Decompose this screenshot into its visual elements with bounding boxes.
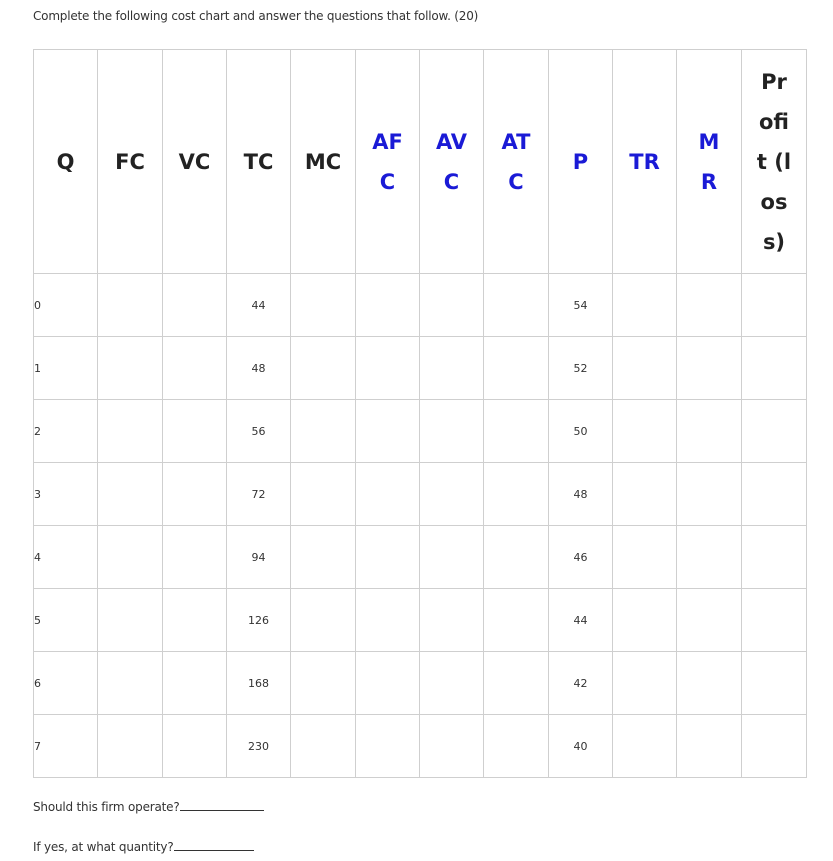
cell-tc: 126 (227, 589, 291, 652)
cell-vc[interactable] (163, 715, 227, 778)
cell-atc[interactable] (484, 526, 549, 589)
cell-fc[interactable] (98, 526, 163, 589)
question-quantity (33, 838, 254, 854)
header-atc: ATC (484, 50, 549, 274)
cell-fc[interactable] (98, 337, 163, 400)
header-mc: MC (291, 50, 356, 274)
cell-fc[interactable] (98, 400, 163, 463)
cell-atc[interactable] (484, 589, 549, 652)
question-quantity-text: If yes, at what quantity? (33, 840, 174, 854)
cell-mr[interactable] (677, 463, 742, 526)
cell-q: 7 (34, 715, 98, 778)
cell-mr[interactable] (677, 526, 742, 589)
cell-profit[interactable] (742, 400, 807, 463)
table-row (34, 652, 807, 715)
cell-atc[interactable] (484, 337, 549, 400)
header-tr: TR (613, 50, 677, 274)
cell-avc[interactable] (420, 274, 484, 337)
cell-q: 1 (34, 337, 98, 400)
table-row (34, 400, 807, 463)
cell-afc[interactable] (356, 652, 420, 715)
cell-mr[interactable] (677, 652, 742, 715)
cell-atc[interactable] (484, 400, 549, 463)
cell-avc[interactable] (420, 715, 484, 778)
cell-profit[interactable] (742, 715, 807, 778)
cell-mc[interactable] (291, 589, 356, 652)
cell-atc[interactable] (484, 715, 549, 778)
header-row (34, 50, 807, 274)
cell-tr[interactable] (613, 337, 677, 400)
cell-p: 44 (549, 589, 613, 652)
cell-vc[interactable] (163, 463, 227, 526)
cell-mr[interactable] (677, 715, 742, 778)
table-row (34, 526, 807, 589)
cell-fc[interactable] (98, 652, 163, 715)
header-afc: AFC (356, 50, 420, 274)
cell-fc[interactable] (98, 463, 163, 526)
cell-q: 0 (34, 274, 98, 337)
cell-p: 54 (549, 274, 613, 337)
cell-p: 40 (549, 715, 613, 778)
cell-tr[interactable] (613, 400, 677, 463)
cell-tc: 48 (227, 337, 291, 400)
table-row (34, 337, 807, 400)
cell-tc: 44 (227, 274, 291, 337)
header-p: P (549, 50, 613, 274)
header-vc: VC (163, 50, 227, 274)
cell-profit[interactable] (742, 463, 807, 526)
cell-q: 3 (34, 463, 98, 526)
question-operate-text: Should this firm operate? (33, 800, 180, 814)
cell-mc[interactable] (291, 274, 356, 337)
cell-vc[interactable] (163, 652, 227, 715)
cell-avc[interactable] (420, 337, 484, 400)
cell-afc[interactable] (356, 715, 420, 778)
header-mr: MR (677, 50, 742, 274)
cell-profit[interactable] (742, 526, 807, 589)
cell-atc[interactable] (484, 463, 549, 526)
instructions-text: Complete the following cost chart and answer the questions that follow. (20) (33, 9, 479, 23)
table-row (34, 715, 807, 778)
cell-afc[interactable] (356, 526, 420, 589)
cell-avc[interactable] (420, 526, 484, 589)
cell-vc[interactable] (163, 274, 227, 337)
cell-mc[interactable] (291, 463, 356, 526)
cell-avc[interactable] (420, 400, 484, 463)
cell-p: 46 (549, 526, 613, 589)
cell-mr[interactable] (677, 400, 742, 463)
cell-p: 48 (549, 463, 613, 526)
cell-avc[interactable] (420, 463, 484, 526)
cell-afc[interactable] (356, 274, 420, 337)
cell-atc[interactable] (484, 652, 549, 715)
cell-q: 2 (34, 400, 98, 463)
cell-tr[interactable] (613, 652, 677, 715)
header-avc: AVC (420, 50, 484, 274)
cell-tc: 94 (227, 526, 291, 589)
cell-vc[interactable] (163, 526, 227, 589)
cell-mr[interactable] (677, 337, 742, 400)
table-row (34, 589, 807, 652)
cost-chart-table (33, 49, 807, 778)
cell-tr[interactable] (613, 274, 677, 337)
header-q: Q (34, 50, 98, 274)
cell-atc[interactable] (484, 274, 549, 337)
header-profit: Profit (loss) (742, 50, 807, 274)
cell-vc[interactable] (163, 337, 227, 400)
cell-tr[interactable] (613, 463, 677, 526)
answer-blank-operate[interactable] (180, 798, 264, 811)
cell-profit[interactable] (742, 652, 807, 715)
cell-q: 5 (34, 589, 98, 652)
cell-mr[interactable] (677, 274, 742, 337)
cell-mc[interactable] (291, 652, 356, 715)
header-fc: FC (98, 50, 163, 274)
cell-avc[interactable] (420, 652, 484, 715)
cell-profit[interactable] (742, 589, 807, 652)
cell-profit[interactable] (742, 274, 807, 337)
cell-tc: 168 (227, 652, 291, 715)
cell-avc[interactable] (420, 589, 484, 652)
cell-fc[interactable] (98, 715, 163, 778)
cell-vc[interactable] (163, 400, 227, 463)
question-operate (33, 798, 264, 814)
cell-mr[interactable] (677, 589, 742, 652)
header-tc: TC (227, 50, 291, 274)
cell-tr[interactable] (613, 526, 677, 589)
cell-profit[interactable] (742, 337, 807, 400)
cell-vc[interactable] (163, 589, 227, 652)
cell-tr[interactable] (613, 715, 677, 778)
cell-mc[interactable] (291, 715, 356, 778)
cell-q: 4 (34, 526, 98, 589)
cell-tc: 72 (227, 463, 291, 526)
cell-fc[interactable] (98, 589, 163, 652)
cell-mc[interactable] (291, 526, 356, 589)
cell-mc[interactable] (291, 337, 356, 400)
cell-afc[interactable] (356, 589, 420, 652)
cell-p: 50 (549, 400, 613, 463)
cell-p: 42 (549, 652, 613, 715)
cell-afc[interactable] (356, 463, 420, 526)
cell-afc[interactable] (356, 400, 420, 463)
cell-tr[interactable] (613, 589, 677, 652)
cell-p: 52 (549, 337, 613, 400)
cell-fc[interactable] (98, 274, 163, 337)
table-row (34, 274, 807, 337)
cell-afc[interactable] (356, 337, 420, 400)
cell-mc[interactable] (291, 400, 356, 463)
answer-blank-quantity[interactable] (174, 838, 254, 851)
table-row (34, 463, 807, 526)
cell-q: 6 (34, 652, 98, 715)
cell-tc: 230 (227, 715, 291, 778)
cell-tc: 56 (227, 400, 291, 463)
